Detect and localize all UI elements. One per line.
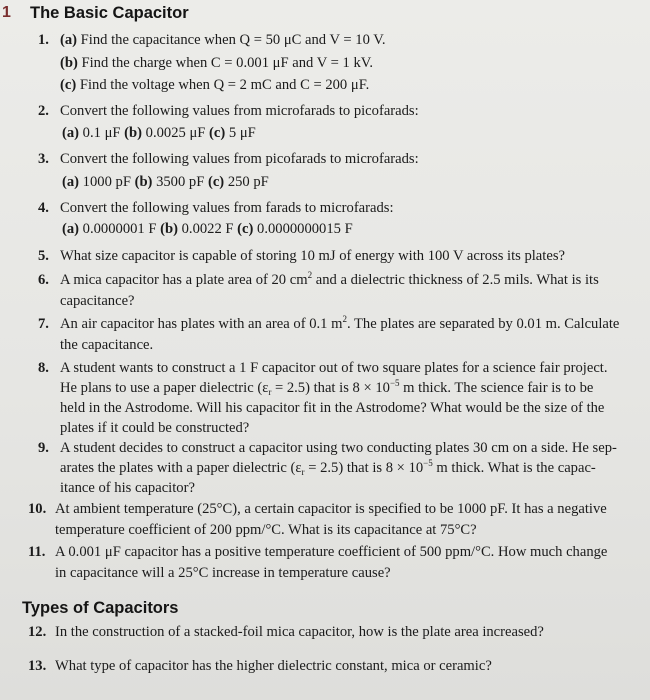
problem-line: At ambient temperature (25°C), a certain capacitor is specified to be 1000 pF. It has a negative xyxy=(55,501,607,517)
problem-number: 6. xyxy=(38,272,49,288)
problem-line: the capacitance. xyxy=(60,337,154,353)
problem-number: 5. xyxy=(38,248,49,264)
problem-line: (a) Find the capacitance when Q = 50 μC and V = 10 V. xyxy=(60,32,386,48)
problem-line: What type of capacitor has the higher dielectric constant, mica or ceramic? xyxy=(55,658,492,674)
problem-number: 12. xyxy=(28,624,47,640)
problem-line: plates if it could be constructed? xyxy=(60,420,250,436)
problem-line: What size capacitor is capable of storing 10 mJ of energy with 100 V across its plates? xyxy=(60,248,565,264)
problem-line: Convert the following values from farads to microfarads: xyxy=(60,200,394,216)
problem-line: (a) 0.0000001 F (b) 0.0022 F (c) 0.0000000015 F xyxy=(62,221,353,237)
problem-number: 7. xyxy=(38,316,49,332)
section-title: The Basic Capacitor xyxy=(30,4,189,22)
problem-line: (a) 0.1 μF (b) 0.0025 μF (c) 5 μF xyxy=(62,125,256,141)
problem-number: 2. xyxy=(38,103,49,119)
problem-number: 1. xyxy=(38,32,49,48)
problem-line: A 0.001 μF capacitor has a positive temperature coefficient of 500 ppm/°C. How much change xyxy=(55,544,608,560)
problem-number: 10. xyxy=(28,501,47,517)
problem-line: (a) 1000 pF (b) 3500 pF (c) 250 pF xyxy=(62,174,269,190)
problem-line: capacitance? xyxy=(60,293,135,309)
problem-number: 3. xyxy=(38,151,49,167)
problem-line: itance of his capacitor? xyxy=(60,480,195,496)
problem-line: (b) Find the charge when C = 0.001 μF and V = 1 kV. xyxy=(60,54,374,71)
section-number: 1 xyxy=(2,4,11,21)
problem-line: Convert the following values from picofarads to microfarads: xyxy=(60,151,419,167)
problem-line: (c) Find the voltage when Q = 2 mC and C = 200 μF. xyxy=(60,77,370,93)
problem-line: A mica capacitor has a plate area of 20 $cm^2$ and a dielectric thickness of 2.5 mils. What is its xyxy=(60,270,599,288)
problem-line: Convert the following values from microfarads to picofarads: xyxy=(60,103,419,119)
problem-line: A student decides to construct a capacitor using two conducting plates 30 cm on a side. He sep- xyxy=(60,440,617,456)
problem-line: A student wants to construct a 1 F capacitor out of two square plates for a science fair project. xyxy=(60,360,608,376)
problem-number: 4. xyxy=(38,200,49,216)
problem-line: arates the plates with a paper dielectric $(\varepsilon_r = 2.5)$ that is $8 \times 10^{-5}$ m thick. What is the capac- xyxy=(60,458,596,477)
problem-number: 11. xyxy=(28,544,46,560)
problem-line: in capacitance will a 25°C increase in temperature cause? xyxy=(55,565,391,581)
problem-number: 8. xyxy=(38,360,49,376)
problem-number: 13. xyxy=(28,658,47,674)
problem-number: 9. xyxy=(38,440,49,456)
problem-line: He plans to use a paper dielectric $(\varepsilon_r = 2.5)$ that is $8 \times 10^{-5}$ m thick. The science fair is to be xyxy=(60,378,594,397)
types-section-title: Types of Capacitors xyxy=(22,599,179,617)
problem-line: An air capacitor has plates with an area of 0.1 $m^2$. The plates are separated by 0.01 m. Calculate xyxy=(60,314,620,332)
problem-line: temperature coefficient of 200 ppm/°C. What is its capacitance at 75°C? xyxy=(55,522,477,538)
problem-line: In the construction of a stacked-foil mica capacitor, how is the plate area increased? xyxy=(55,624,544,640)
problem-line: held in the Astrodome. Will his capacitor fit in the Astrodome? What would be the size of the xyxy=(60,400,605,416)
